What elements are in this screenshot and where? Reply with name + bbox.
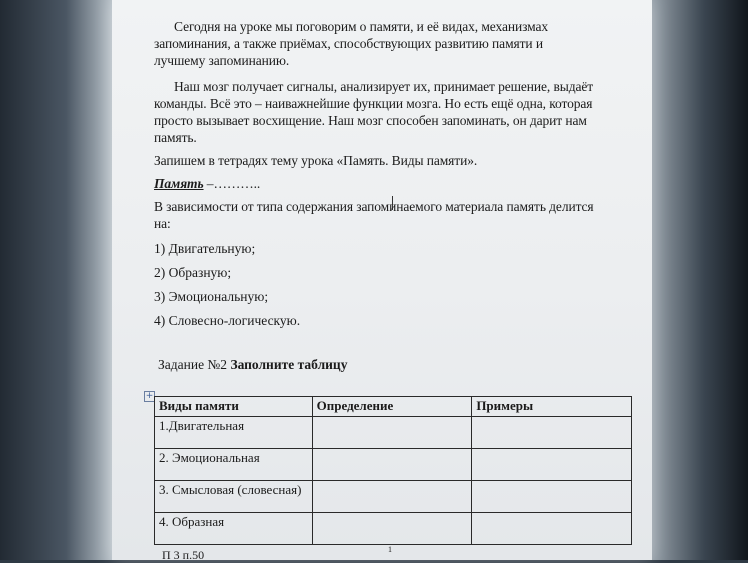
paragraph-definition <box>154 175 594 192</box>
paragraph-intro: Сегодня на уроке мы поговорим о памяти, и её видах, механизмах запоминания, а также приёмах, способствующих развитию памяти и лучшему запоминанию. <box>154 19 549 68</box>
table-cell-type[interactable]: 4. Образная <box>155 513 313 545</box>
list-item: 4) Словесно-логическую. <box>154 313 301 328</box>
table-cell-examples[interactable] <box>472 513 632 545</box>
paragraph-topic: Запишем в тетрадях тему урока «Память. Виды памяти». <box>154 153 478 168</box>
table-cell-examples[interactable] <box>472 481 632 513</box>
paragraph-types-intro: В зависимости от типа содержания запоминаемого материала память делится на: <box>154 199 594 231</box>
table-cell-definition[interactable] <box>312 449 472 481</box>
task-title: Заполните таблицу <box>230 357 348 372</box>
definition-term: Память <box>154 176 204 191</box>
table-header-cell[interactable]: Виды памяти <box>155 397 313 417</box>
table-move-handle-icon[interactable]: + <box>145 391 154 401</box>
list-item: 2) Образную; <box>154 265 232 280</box>
table-cell-definition[interactable] <box>312 481 472 513</box>
table-cell-type[interactable]: 2. Эмоциональная <box>155 449 313 481</box>
list-item: 3) Эмоциональную; <box>154 289 269 304</box>
table-cell-examples[interactable] <box>472 449 632 481</box>
table-header-row <box>155 397 632 417</box>
task-heading <box>158 357 347 373</box>
table-header-cell[interactable]: Определение <box>312 397 472 417</box>
table-row <box>155 481 632 513</box>
table-row <box>155 513 632 545</box>
list-item: 1) Двигательную; <box>154 241 256 256</box>
memory-types-table <box>154 396 632 545</box>
table-cell-type[interactable]: 1.Двигательная <box>155 417 313 449</box>
definition-blank: –……….. <box>203 176 261 191</box>
monitor-left-edge <box>0 0 120 560</box>
table-header-cell[interactable]: Примеры <box>472 397 632 417</box>
table-cell-examples[interactable] <box>472 417 632 449</box>
monitor-right-edge <box>638 0 748 560</box>
paragraph-brain: Наш мозг получает сигналы, анализирует их, принимает решение, выдаёт команды. Всё это – наиважнейшие функции мозга. Но есть ещё одна, которая просто вызывает восхищение. Наш мозг способен запоминать, он дарит нам память. <box>154 79 594 145</box>
task-label: Задание №2 <box>158 357 228 372</box>
footer-reference: П 3 п.50 <box>162 548 205 562</box>
table-cell-definition[interactable] <box>312 513 472 545</box>
table-cell-definition[interactable] <box>312 417 472 449</box>
page-mark: 1 <box>388 545 392 554</box>
document-page[interactable] <box>112 0 652 560</box>
table-row <box>155 417 632 449</box>
table-cell-type[interactable]: 3. Смысловая (словесная) <box>155 481 313 513</box>
table-row <box>155 449 632 481</box>
